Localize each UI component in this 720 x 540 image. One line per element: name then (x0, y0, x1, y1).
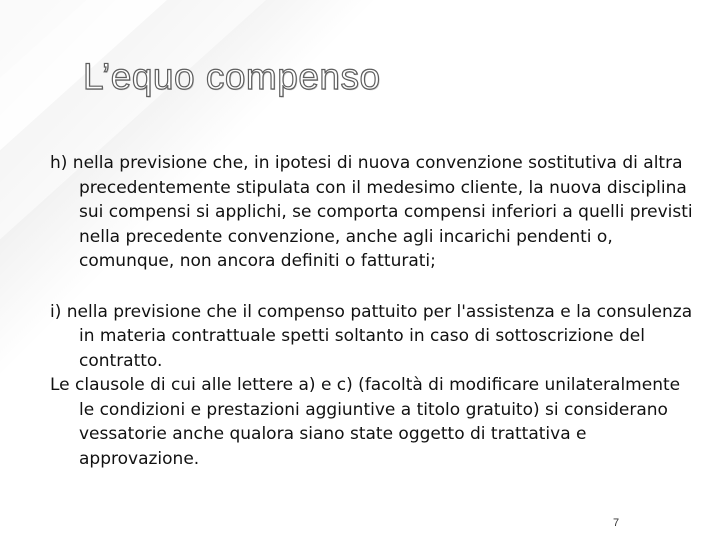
page-number: 7 (613, 517, 620, 529)
slide-title: L’equo compenso (83, 56, 381, 97)
paragraph-h: h) nella previsione che, in ipotesi di nuova convenzione sostitutiva di altra precedentemente stipulata con il medesimo cliente, la nuova disciplina sui compensi si applichi, se comporta compensi inferiori a quelli previsti nella precedente convenzione, anche agli incarichi pendenti o, comunque, non ancora definiti o fatturati; (50, 153, 693, 271)
paragraph-i: i) nella previsione che il compenso pattuito per l'assistenza e la consulenza in materia contrattuale spetti soltanto in caso di sottoscrizione del contratto. (50, 301, 693, 371)
slide-body (50, 151, 695, 471)
paragraph-clausole: Le clausole di cui alle lettere a) e c) (facoltà di modificare unilateralmente le condizioni e prestazioni aggiuntive a titolo gratuito) si considerano vessatorie anche qualora siano state oggetto di trattativa e approvazione. (50, 375, 681, 469)
